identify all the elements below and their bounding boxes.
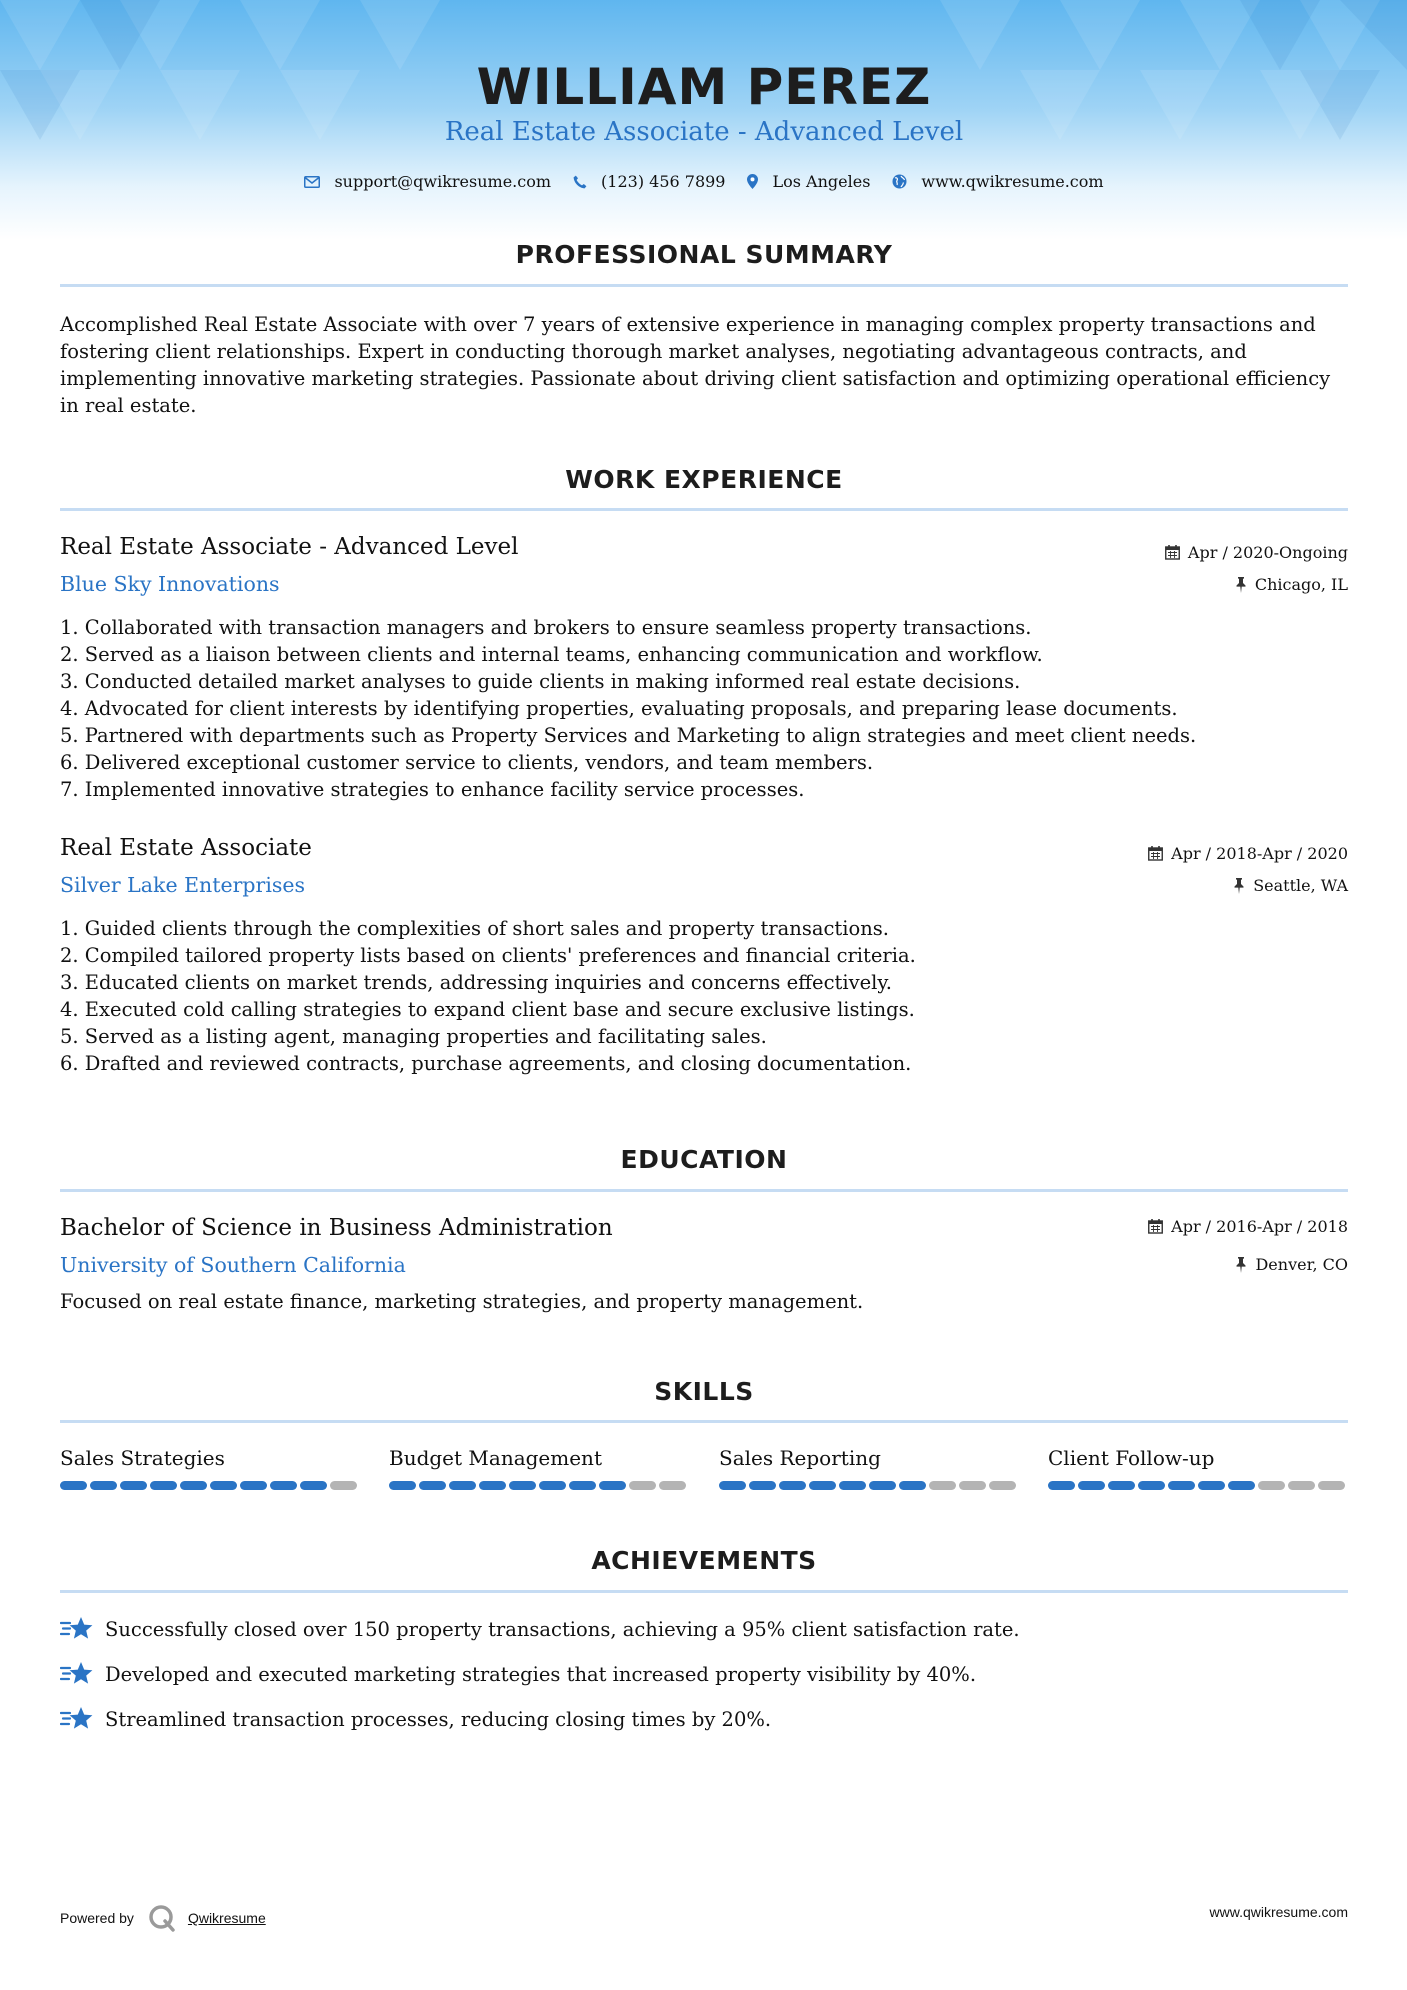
star-icon: [60, 1661, 94, 1687]
education-location-text: Denver, CO: [1255, 1255, 1348, 1274]
achievements-heading: ACHIEVEMENTS: [591, 1546, 817, 1575]
list-item: 5. Partnered with departments such as Property Services and Marketing to align strategies and meet client needs.: [60, 724, 1197, 747]
summary-heading: PROFESSIONAL SUMMARY: [515, 240, 893, 269]
skill-dot-filled: [1108, 1481, 1135, 1490]
skill-dot-empty: [929, 1481, 956, 1490]
list-item: 6. Drafted and reviewed contracts, purchase agreements, and closing documentation.: [60, 1052, 912, 1075]
skill-name: Budget Management: [389, 1446, 602, 1470]
contact-email-text: support@qwikresume.com: [334, 172, 552, 191]
skill-dot-filled: [569, 1481, 596, 1490]
achievement-item: [60, 1661, 976, 1687]
education-heading: EDUCATION: [620, 1145, 788, 1174]
skill-dot-filled: [809, 1481, 836, 1490]
skills-heading: SKILLS: [654, 1377, 754, 1406]
skill-dot-filled: [1228, 1481, 1255, 1490]
job-title: Real Estate Associate - Advanced Level: [60, 534, 519, 560]
skill-dot-filled: [719, 1481, 746, 1490]
skill-dot-empty: [959, 1481, 986, 1490]
calendar-icon: [1148, 846, 1163, 861]
skill-name: Client Follow-up: [1048, 1446, 1215, 1470]
education-description: Focused on real estate finance, marketing strategies, and property management.: [60, 1290, 864, 1313]
list-item: 4. Advocated for client interests by identifying properties, evaluating proposals, and preparing lease documents.: [60, 697, 1178, 720]
education-divider: [60, 1189, 1348, 1192]
job-dates: [1165, 543, 1348, 562]
brand-link[interactable]: Qwikresume: [187, 1910, 266, 1926]
skill-dot-filled: [899, 1481, 926, 1490]
pushpin-icon: [1235, 577, 1247, 593]
list-item: 6. Delivered exceptional customer service to clients, vendors, and team members.: [60, 751, 874, 774]
contact-bar: [60, 172, 1348, 191]
list-item: 7. Implemented innovative strategies to enhance facility service processes.: [60, 778, 805, 801]
skill-dot-empty: [1288, 1481, 1315, 1490]
skill-name: Sales Reporting: [719, 1446, 881, 1470]
powered-by-label: Powered by: [60, 1910, 134, 1926]
footer-url[interactable]: www.qwikresume.com: [1209, 1904, 1348, 1920]
envelope-icon: [304, 176, 320, 188]
skill-meter: [389, 1481, 689, 1490]
skill-dot-filled: [1048, 1481, 1075, 1490]
contact-phone-text: (123) 456 7899: [601, 172, 726, 191]
skill-meter: [1048, 1481, 1348, 1490]
job-location-text: Chicago, IL: [1254, 575, 1348, 594]
skill-dot-filled: [300, 1481, 327, 1490]
list-item: 4. Executed cold calling strategies to expand client base and secure exclusive listings.: [60, 998, 915, 1021]
qwikresume-logo-icon: [148, 1904, 178, 1932]
skill-dot-filled: [180, 1481, 207, 1490]
education-location: [1235, 1255, 1348, 1274]
skill-dot-filled: [839, 1481, 866, 1490]
job-location: [1235, 575, 1348, 594]
skill-dot-empty: [330, 1481, 357, 1490]
education-dates-text: Apr / 2016-Apr / 2018: [1171, 1217, 1348, 1236]
skill-dot-filled: [210, 1481, 237, 1490]
pushpin-icon: [1233, 878, 1245, 894]
skill-item: [389, 1446, 689, 1490]
contact-website[interactable]: [892, 172, 1103, 191]
company-name: Blue Sky Innovations: [60, 572, 280, 596]
skill-dot-empty: [1318, 1481, 1345, 1490]
contact-location-text: Los Angeles: [772, 172, 871, 191]
skill-dot-filled: [1138, 1481, 1165, 1490]
calendar-icon: [1165, 545, 1180, 560]
list-item: 2. Compiled tailored property lists based on clients' preferences and financial criteria.: [60, 944, 916, 967]
skill-dot-filled: [1078, 1481, 1105, 1490]
candidate-name: WILLIAM PEREZ: [476, 58, 932, 116]
school-name: University of Southern California: [60, 1253, 406, 1277]
company-name: Silver Lake Enterprises: [60, 873, 306, 897]
list-item: 1. Guided clients through the complexities of short sales and property transactions.: [60, 917, 889, 940]
job-dates-text: Apr / 2018-Apr / 2020: [1171, 844, 1348, 863]
pushpin-icon: [1235, 1257, 1247, 1273]
achievement-text: Developed and executed marketing strategies that increased property visibility by 40%.: [105, 1662, 977, 1686]
skill-dot-filled: [150, 1481, 177, 1490]
job-location-text: Seattle, WA: [1253, 876, 1348, 895]
skill-item: [719, 1446, 1019, 1490]
map-marker-icon: [747, 174, 758, 189]
skill-dot-filled: [1198, 1481, 1225, 1490]
skill-item: [60, 1446, 360, 1490]
job-location: [1233, 876, 1348, 895]
skill-item: [1048, 1446, 1348, 1490]
skill-dot-filled: [120, 1481, 147, 1490]
phone-icon: [573, 175, 587, 189]
skill-dot-empty: [989, 1481, 1016, 1490]
education-dates: [1148, 1217, 1348, 1236]
list-item: 5. Served as a listing agent, managing properties and facilitating sales.: [60, 1025, 767, 1048]
experience-divider: [60, 508, 1348, 511]
skill-meter: [719, 1481, 1019, 1490]
summary-text: Accomplished Real Estate Associate with over 7 years of extensive experience in managing complex property transactions and fostering client relationships. Expert in conducting thorough market analyses, negotiating advantageous contracts, and implementing innovative marketing strategies. Passionate about driving client satisfaction and optimizing operational efficiency in real estate.: [60, 313, 1331, 417]
achievements-divider: [60, 1590, 1348, 1593]
skill-name: Sales Strategies: [60, 1446, 225, 1470]
skill-dot-filled: [1168, 1481, 1195, 1490]
skill-dot-empty: [629, 1481, 656, 1490]
contact-location: [747, 172, 870, 191]
list-item: 1. Collaborated with transaction managers and brokers to ensure seamless property transactions.: [60, 616, 1032, 639]
skill-dot-filled: [60, 1481, 87, 1490]
skill-dot-filled: [509, 1481, 536, 1490]
skill-dot-filled: [90, 1481, 117, 1490]
job-bullets: [60, 614, 1348, 803]
list-item: 3. Conducted detailed market analyses to guide clients in making informed real estate decisions.: [60, 670, 1021, 693]
achievement-text: Streamlined transaction processes, reducing closing times by 20%.: [105, 1707, 772, 1731]
star-icon: [60, 1616, 94, 1642]
skill-dot-empty: [659, 1481, 686, 1490]
contact-email[interactable]: [304, 172, 551, 191]
job-dates-text: Apr / 2020-Ongoing: [1187, 543, 1348, 562]
powered-by: [60, 1904, 266, 1932]
job-dates: [1148, 844, 1348, 863]
skill-meter: [60, 1481, 360, 1490]
skill-dot-filled: [869, 1481, 896, 1490]
job-title: Real Estate Associate: [60, 835, 312, 861]
skill-dot-filled: [599, 1481, 626, 1490]
job-bullets: [60, 915, 1348, 1077]
skill-dot-filled: [449, 1481, 476, 1490]
skill-dot-filled: [270, 1481, 297, 1490]
skill-dot-filled: [479, 1481, 506, 1490]
achievement-item: [60, 1616, 1020, 1642]
globe-icon: [892, 174, 907, 189]
skill-dot-empty: [1258, 1481, 1285, 1490]
skill-dot-filled: [419, 1481, 446, 1490]
skill-dot-filled: [389, 1481, 416, 1490]
candidate-title: Real Estate Associate - Advanced Level: [444, 117, 964, 147]
contact-website-text: www.qwikresume.com: [921, 172, 1104, 191]
list-item: 3. Educated clients on market trends, addressing inquiries and concerns effectively.: [60, 971, 892, 994]
list-item: 2. Served as a liaison between clients and internal teams, enhancing communication and workflow.: [60, 643, 1043, 666]
degree-title: Bachelor of Science in Business Administration: [60, 1215, 613, 1241]
skill-dot-filled: [240, 1481, 267, 1490]
contact-phone[interactable]: [573, 172, 725, 191]
experience-heading: WORK EXPERIENCE: [565, 465, 843, 494]
skill-dot-filled: [749, 1481, 776, 1490]
achievement-text: Successfully closed over 150 property transactions, achieving a 95% client satisfaction rate.: [105, 1617, 1020, 1641]
skill-dot-filled: [779, 1481, 806, 1490]
skills-divider: [60, 1420, 1348, 1423]
star-icon: [60, 1706, 94, 1732]
summary-divider: [60, 284, 1348, 287]
achievement-item: [60, 1706, 771, 1732]
calendar-icon: [1148, 1219, 1163, 1234]
skill-dot-filled: [539, 1481, 566, 1490]
